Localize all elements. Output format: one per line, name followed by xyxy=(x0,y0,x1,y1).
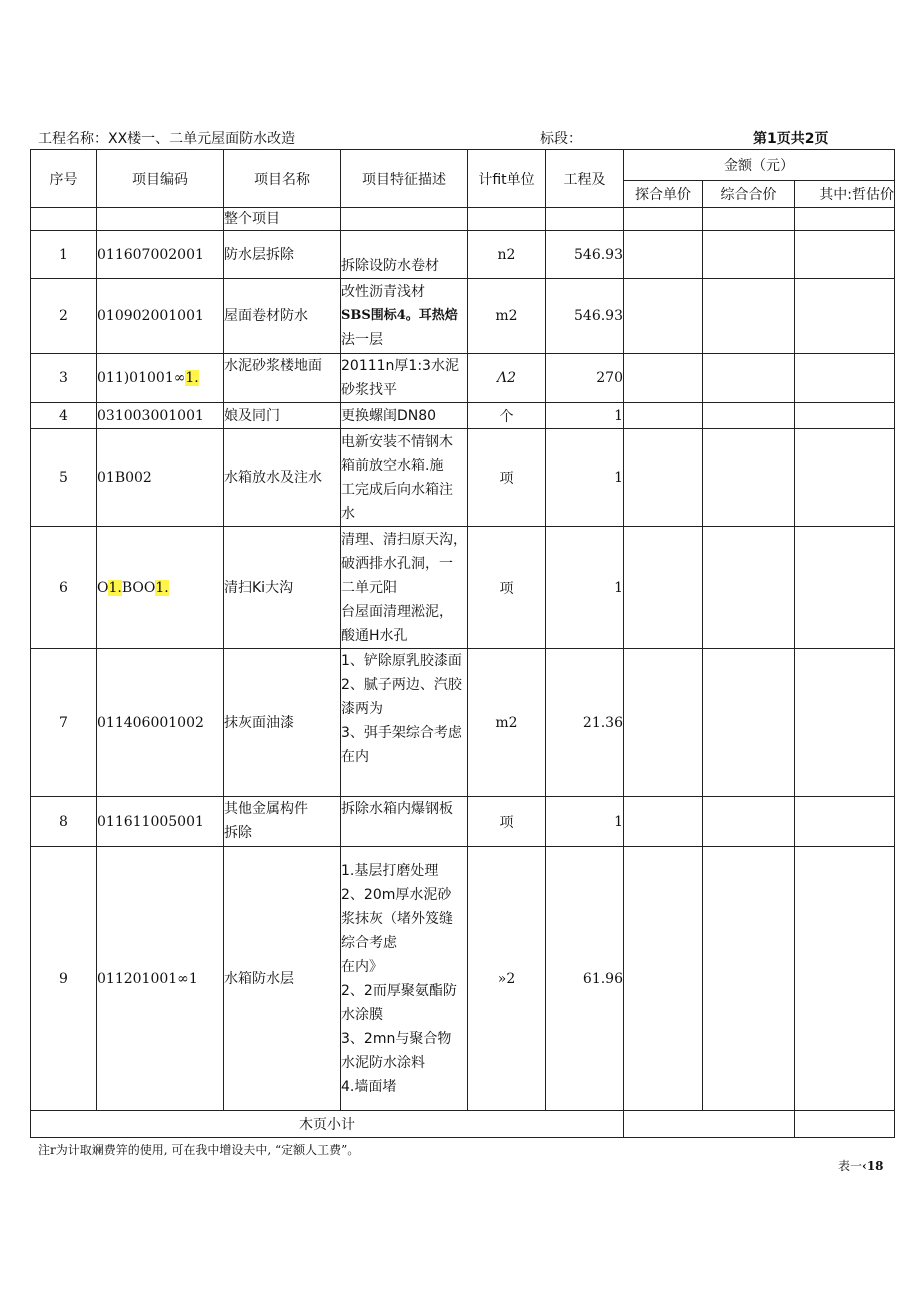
row-seq: 3 xyxy=(31,354,97,403)
row-seq: 4 xyxy=(31,403,97,429)
row-name: 屋面卷材防水 xyxy=(224,279,341,354)
row-unit: m2 xyxy=(468,279,546,354)
row-code: 011201001∞1 xyxy=(97,847,224,1111)
col-header-unit-price: 探合单价 xyxy=(624,181,703,208)
row-code: 01B002 xyxy=(97,429,224,527)
table-row xyxy=(31,279,895,354)
row-qty: 546.93 xyxy=(546,231,624,279)
col-header-name: 项目名称 xyxy=(224,150,341,208)
highlight-mark: 1. xyxy=(108,579,122,596)
row-qty: 270 xyxy=(546,354,624,403)
table-row xyxy=(31,797,895,847)
row-qty: 1 xyxy=(546,527,624,649)
row-name: 防水层拆除 xyxy=(224,231,341,279)
row-name: 抹灰面油漆 xyxy=(224,649,341,797)
highlight-mark: 1. xyxy=(185,370,199,386)
table-row xyxy=(31,649,895,797)
row-desc: 清理、清扫原天沟， 破洒排水孔洞，一 二单元阳 台屋面清理淞泥， 酸通H水孔 xyxy=(341,527,468,649)
row-unit: m2 xyxy=(468,649,546,797)
row-seq: 9 xyxy=(31,847,97,1111)
table-row xyxy=(31,847,895,1111)
project-name: 工程名称：XX楼一、二单元屋面防水改造 xyxy=(38,131,296,147)
row-name: 水箱防水层 xyxy=(224,847,341,1111)
row-desc: 电新安装不情钢木 箱前放空水箱.施 工完成后向水箱注 水 xyxy=(341,429,468,527)
row-name: 水泥砂浆楼地面 xyxy=(224,354,341,403)
row-name: 其他金属构件 拆除 xyxy=(224,797,341,847)
row-code: 011406001002 xyxy=(97,649,224,797)
row-unit: 个 xyxy=(468,403,546,429)
row-name: 清扫Ki大沟 xyxy=(224,527,341,649)
row-code: 010902001001 xyxy=(97,279,224,354)
row-code: 031003001001 xyxy=(97,403,224,429)
row-seq: 5 xyxy=(31,429,97,527)
row-code: 011607002001 xyxy=(97,231,224,279)
col-header-seq: 序号 xyxy=(31,150,97,208)
highlight-mark: 1. xyxy=(155,579,169,596)
row-unit: 项 xyxy=(468,429,546,527)
bill-of-quantities-table xyxy=(30,149,895,1138)
col-header-estimate: 其中:哲估价 xyxy=(795,181,895,208)
row-seq: 2 xyxy=(31,279,97,354)
table-row xyxy=(31,231,895,279)
table-row xyxy=(31,403,895,429)
group-row xyxy=(31,208,895,231)
table-row xyxy=(31,527,895,649)
page-header xyxy=(0,128,920,150)
row-desc: 更换螺闺DN80 xyxy=(341,403,468,429)
row-qty: 21.36 xyxy=(546,649,624,797)
row-unit: 项 xyxy=(468,527,546,649)
row-name: 娘及同门 xyxy=(224,403,341,429)
row-desc: 拆除水箱内爆钢板 xyxy=(341,797,468,847)
row-seq: 7 xyxy=(31,649,97,797)
row-code: 011611005001 xyxy=(97,797,224,847)
table-row xyxy=(31,354,895,403)
row-unit: »2 xyxy=(468,847,546,1111)
row-qty: 1 xyxy=(546,429,624,527)
row-seq: 1 xyxy=(31,231,97,279)
subtotal-label: 木页小计 xyxy=(31,1111,624,1138)
group-name: 整个项目 xyxy=(224,208,341,231)
col-header-amount: 金额（元） xyxy=(624,150,895,181)
table-row xyxy=(31,429,895,527)
col-header-qty: 工程及 xyxy=(546,150,624,208)
col-header-desc: 项目特征描述 xyxy=(341,150,468,208)
col-header-total-price: 综合合价 xyxy=(703,181,795,208)
row-seq: 8 xyxy=(31,797,97,847)
col-header-unit: 计fit单位 xyxy=(468,150,546,208)
row-desc: 1、铲除原乳胶漆面 2、腻子两边、汽胶 漆两为 3、弭手架综合考虑 在内 xyxy=(341,649,468,797)
page-number: 第1页共2页 xyxy=(753,131,829,147)
row-seq: 6 xyxy=(31,527,97,649)
row-qty: 61.96 xyxy=(546,847,624,1111)
row-desc: 20111n厚1:3水泥 砂浆找平 xyxy=(341,354,468,403)
row-qty: 1 xyxy=(546,403,624,429)
row-desc: 拆除设防水卷材 xyxy=(341,231,468,279)
row-code: O1.BOO1. xyxy=(97,527,224,649)
row-qty: 546.93 xyxy=(546,279,624,354)
subtotal-row xyxy=(31,1111,895,1138)
footnote: 注r为计取斓费笄的使用, 可在我中增设夫中, “定额人工费”。 xyxy=(38,1143,360,1157)
form-number: 表一‹18 xyxy=(838,1159,884,1173)
row-unit: Λ2 xyxy=(468,354,546,403)
section-label: 标段： xyxy=(540,131,582,147)
row-unit: 项 xyxy=(468,797,546,847)
row-code: 011)01001∞1. xyxy=(97,354,224,403)
row-desc: 改性沥青浅材 SBS围标4。耳热焙 法一层 xyxy=(341,279,468,354)
row-qty: 1 xyxy=(546,797,624,847)
row-unit: n2 xyxy=(468,231,546,279)
row-name: 水箱放水及注水 xyxy=(224,429,341,527)
col-header-code: 项目编码 xyxy=(97,150,224,208)
row-desc: 1.基层打磨处理 2、20m厚水泥砂 浆抹灰（堵外笈缝 综合考虑 在内》 2、2而厚聚氨酯防 水涂膜 3、2mn与聚合物 水泥防水涂料 4.墙面堵 xyxy=(341,847,468,1111)
